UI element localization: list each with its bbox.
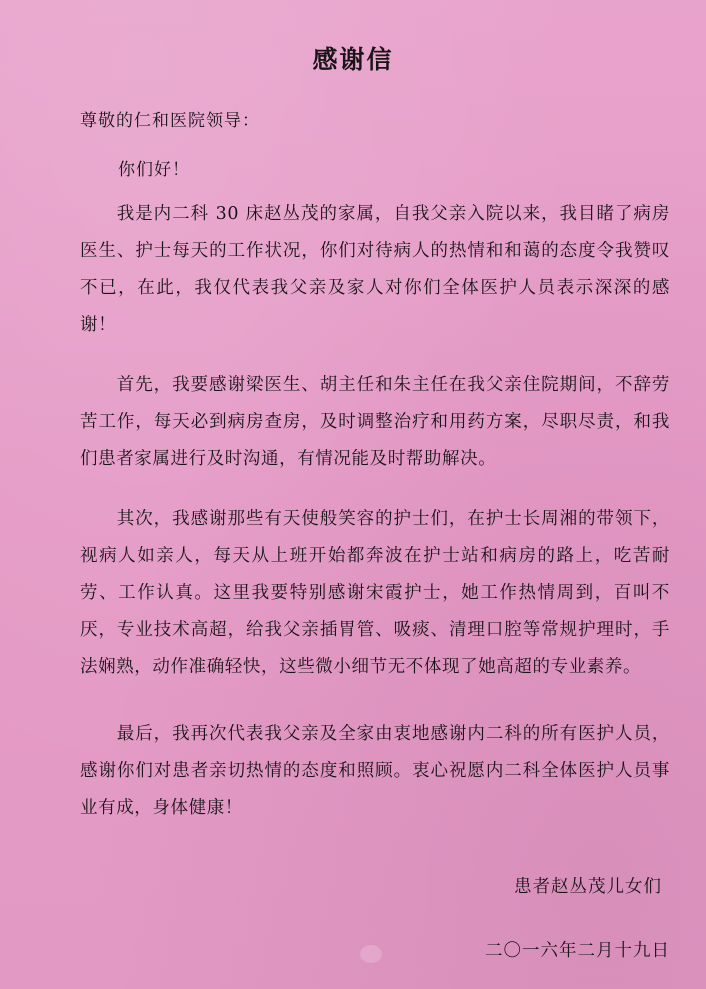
greeting: 你们好！ xyxy=(118,160,190,180)
signature: 患者赵丛茂儿女们 xyxy=(514,877,662,897)
salutation: 尊敬的仁和医院领导： xyxy=(80,111,260,131)
letter-date: 二〇一六年二月十九日 xyxy=(485,941,670,961)
letter-title: 感谢信 xyxy=(312,45,394,74)
paragraph-3: 其次，我感谢那些有天使般笑容的护士们，在护士长周湘的带领下，视病人如亲人，每天从上班开始都奔波在护士站和病房的路上，吃苦耐劳、工作认真。这里我要特别感谢宋霞护士，她工作热情周到，百叫不厌，专业技术高超，给我父亲插胃管、吸痰、清理口腔等常规护理时，手法娴熟，动作准确轻快，这些微小细节无不体现了她高超的专业素养。 xyxy=(80,509,670,677)
paragraph-4: 最后，我再次代表我父亲及全家由衷地感谢内二科的所有医护人员，感谢你们对患者亲切热情的态度和照顾。衷心祝愿内二科全体医护人员事业有成，身体健康！ xyxy=(80,724,670,818)
faint-watermark-mark xyxy=(360,945,382,963)
paragraph-2: 首先，我要感谢梁医生、胡主任和朱主任在我父亲住院期间，不辞劳苦工作，每天必到病房查房，及时调整治疗和用药方案，尽职尽责，和我们患者家属进行及时沟通，有情况能及时帮助解决。 xyxy=(80,375,670,469)
paragraph-1: 我是内二科 30 床赵丛茂的家属，自我父亲入院以来，我目睹了病房医生、护士每天的工作状况，你们对待病人的热情和和蔼的态度令我赞叹不已，在此，我仅代表我父亲及家人对你们全体医护人员表示深深的感谢！ xyxy=(80,204,670,335)
